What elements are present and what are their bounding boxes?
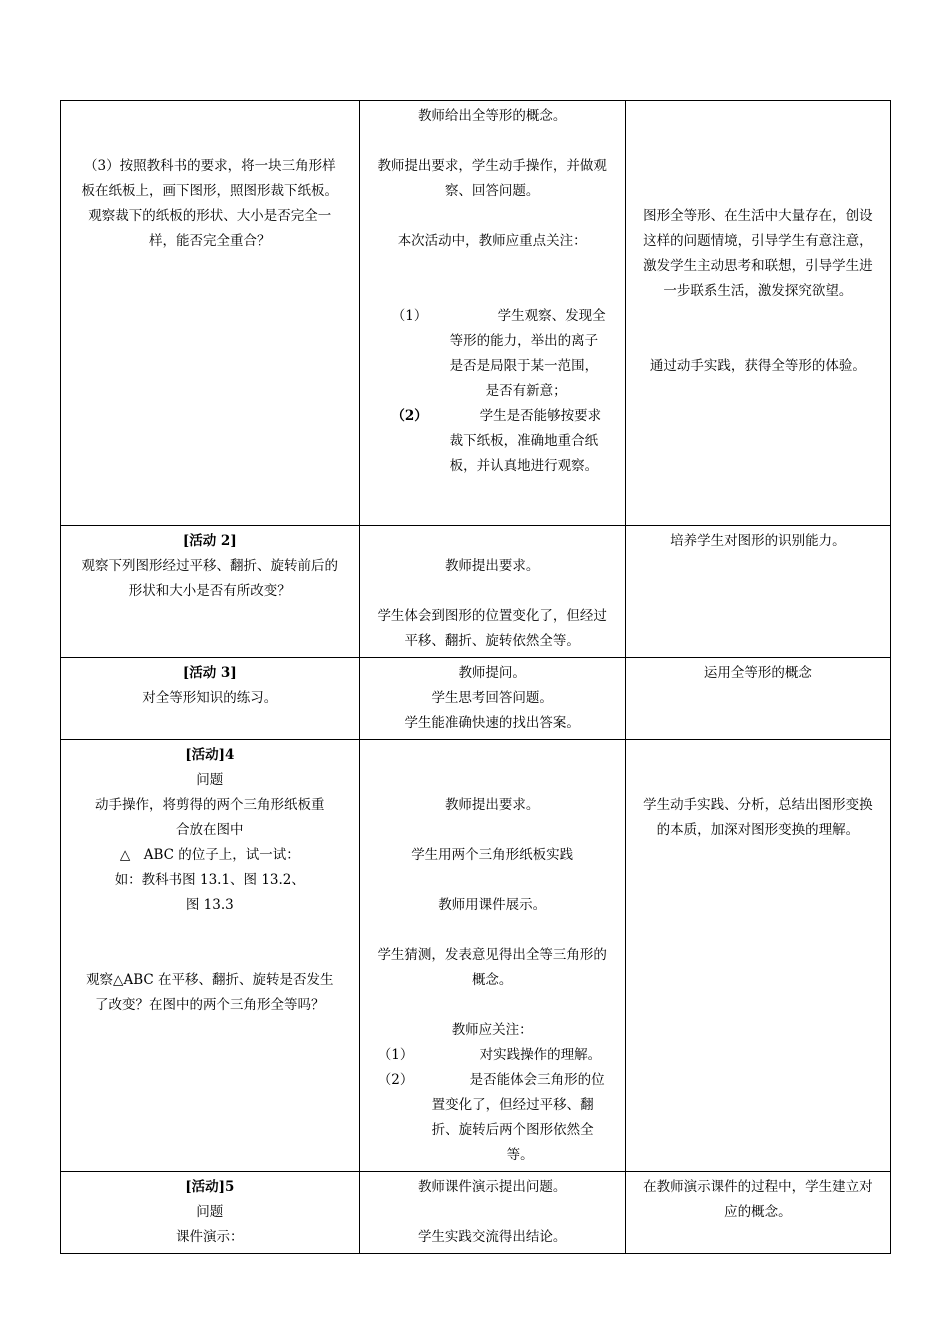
- cell-text: 概念。: [471, 972, 513, 988]
- cell-text: 是否能体会三角形的位: [469, 1072, 605, 1088]
- cell-text: 折、旋转后两个图形依然全: [431, 1122, 594, 1138]
- activity-title: [活动]5: [185, 1179, 235, 1195]
- item-number: （1）: [391, 308, 428, 324]
- activity-text: 对全等形知识的练习。: [142, 690, 278, 706]
- cell-text: 的本质，加深对图形变换的理解。: [656, 822, 860, 838]
- activity-cell: [61, 1172, 360, 1254]
- activity-title: [活动 3]: [182, 665, 237, 681]
- cell-text: 教师提出要求，学生动手操作，并做观: [377, 158, 607, 174]
- activity-text: 了改变？在图中的两个三角形全等吗？: [95, 997, 325, 1013]
- cell-text: 教师应关注：: [451, 1022, 533, 1038]
- cell-text: 激发学生主动思考和联想，引导学生进: [643, 258, 873, 274]
- activity-cell: [61, 101, 360, 526]
- cell-text: 应的概念。: [724, 1204, 792, 1220]
- focus-item: [370, 1068, 615, 1168]
- cell-text: 在教师演示课件的过程中，学生建立对: [643, 1179, 873, 1195]
- intent-cell: [625, 526, 890, 658]
- table-row: [61, 526, 891, 658]
- cell-text: 置变化了，但经过平移、翻: [431, 1097, 594, 1113]
- activity-text: 观察裁下的纸板的形状、大小是否完全一: [88, 208, 332, 224]
- cell-text: 教师用课件展示。: [438, 897, 547, 913]
- item-number: （2）: [377, 1072, 414, 1088]
- teacher-student-cell: [359, 101, 625, 526]
- cell-text: 学生用两个三角形纸板实践: [411, 847, 574, 863]
- lesson-plan-table: [60, 100, 891, 1254]
- cell-text: 学生动手实践、分析，总结出图形变换: [643, 797, 873, 813]
- table-row: [61, 1172, 891, 1254]
- cell-text: 是否是局限于某一范围，: [449, 358, 599, 374]
- cell-text: 学生是否能够按要求: [479, 408, 602, 424]
- activity-cell: [61, 658, 360, 740]
- cell-text: 本次活动中，教师应重点关注：: [397, 233, 587, 249]
- cell-text: 等形的能力，举出的离子: [449, 333, 599, 349]
- activity-text: △ ABC 的位子上，试一试：: [119, 847, 300, 863]
- teacher-student-cell: [359, 526, 625, 658]
- focus-item: [370, 1043, 615, 1068]
- activity-subtitle: 问题: [196, 1204, 224, 1220]
- teacher-student-cell: [359, 740, 625, 1172]
- cell-text: 教师提出要求。: [444, 558, 540, 574]
- cell-text: 教师提出要求。: [444, 797, 540, 813]
- table-row: [61, 740, 891, 1172]
- cell-text: 平移、翻折、旋转依然全等。: [404, 633, 580, 649]
- cell-text: 图形全等形、在生活中大量存在，创设: [643, 208, 873, 224]
- activity-text: 样，能否完全重合？: [149, 233, 271, 249]
- activity-text: 形状和大小是否有所改变？: [128, 583, 291, 599]
- intent-cell: [625, 740, 890, 1172]
- activity-cell: [61, 740, 360, 1172]
- item-number: （2）: [391, 408, 428, 424]
- cell-text: 学生能准确快速的找出答案。: [404, 715, 580, 731]
- activity-text: 动手操作，将剪得的两个三角形纸板重: [95, 797, 325, 813]
- cell-text: 学生观察、发现全: [497, 308, 606, 324]
- activity-text: （3）按照教科书的要求，将一块三角形样: [83, 158, 336, 174]
- cell-text: 裁下纸板，准确地重合纸: [449, 433, 599, 449]
- focus-item: [370, 404, 615, 479]
- activity-text: 课件演示：: [176, 1229, 244, 1245]
- cell-text: 察、回答问题。: [444, 183, 540, 199]
- activity-title: [活动]4: [185, 747, 235, 763]
- item-number: （1）: [377, 1047, 414, 1063]
- activity-subtitle: 问题: [196, 772, 224, 788]
- cell-text: 板，并认真地进行观察。: [449, 458, 599, 474]
- activity-title: [活动 2]: [182, 533, 237, 549]
- cell-text: 这样的问题情境，引导学生有意注意，: [643, 233, 873, 249]
- intent-cell: [625, 1172, 890, 1254]
- activity-text: 合放在图中: [176, 822, 244, 838]
- table-row: [61, 658, 891, 740]
- cell-text: 学生体会到图形的位置变化了，但经过: [377, 608, 607, 624]
- activity-text: 板在纸板上，画下图形，照图形裁下纸板。: [81, 183, 339, 199]
- cell-text: 一步联系生活，激发探究欲望。: [663, 283, 853, 299]
- cell-text: 对实践操作的理解。: [479, 1047, 602, 1063]
- activity-text: 观察下列图形经过平移、翻折、旋转前后的: [81, 558, 339, 574]
- table-row: [61, 101, 891, 526]
- cell-text: 通过动手实践，获得全等形的体验。: [649, 358, 866, 374]
- cell-text: 培养学生对图形的识别能力。: [670, 533, 846, 549]
- cell-text: 是否有新意；: [485, 383, 567, 399]
- activity-text: 图 13.3: [185, 897, 234, 913]
- cell-text: 学生思考回答问题。: [431, 690, 553, 706]
- focus-item: [370, 304, 615, 404]
- teacher-student-cell: [359, 658, 625, 740]
- activity-text: 观察△ABC 在平移、翻折、旋转是否发生: [86, 972, 334, 988]
- cell-text: 教师课件演示提出问题。: [417, 1179, 567, 1195]
- intent-cell: [625, 101, 890, 526]
- teacher-student-cell: [359, 1172, 625, 1254]
- cell-text: 学生猜测，发表意见得出全等三角形的: [377, 947, 607, 963]
- cell-text: 运用全等形的概念: [703, 665, 812, 681]
- cell-text: 教师提问。: [458, 665, 526, 681]
- activity-cell: [61, 526, 360, 658]
- cell-text: 教师给出全等形的概念。: [417, 108, 567, 124]
- cell-text: 学生实践交流得出结论。: [417, 1229, 567, 1245]
- cell-text: 等。: [506, 1147, 534, 1163]
- intent-cell: [625, 658, 890, 740]
- activity-text: 如：教科书图 13.1、图 13.2、: [114, 872, 305, 888]
